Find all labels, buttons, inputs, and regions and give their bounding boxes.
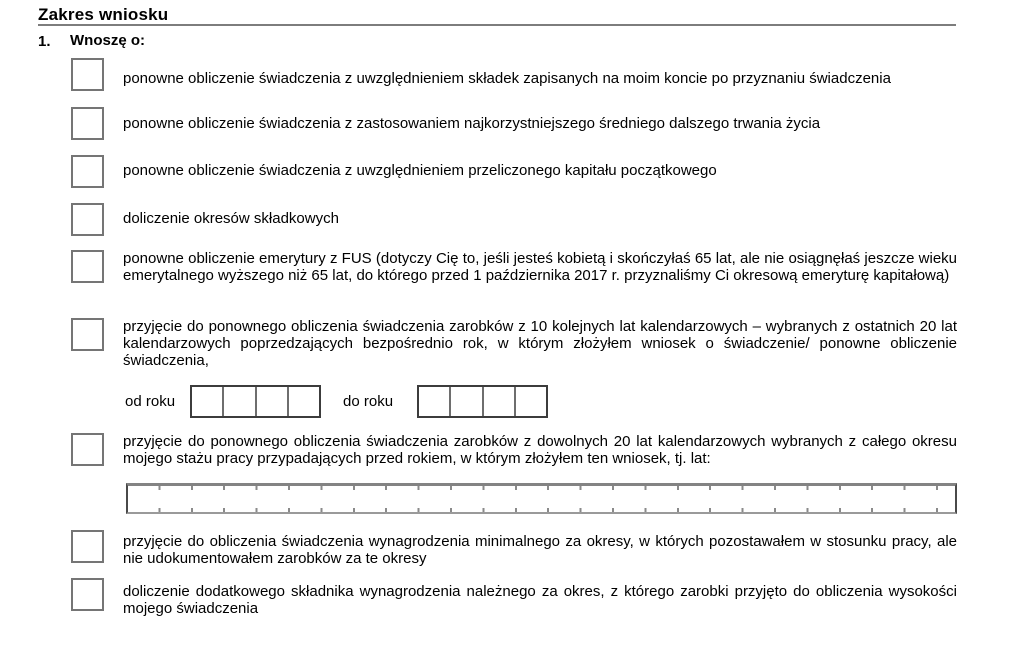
option-label-minimum-wage: przyjęcie do obliczenia świadczenia wynagrodzenia minimalnego za okresy, w których pozostawałem w stosunku pracy, ale nie udokumentowałem zarobków za te okresy [123, 533, 957, 568]
year-from-input[interactable] [190, 385, 321, 418]
checkbox-earnings-10-consecutive-years[interactable] [71, 318, 104, 351]
checkbox-minimum-wage[interactable] [71, 530, 104, 563]
option-label-earnings-any-20-years: przyjęcie do ponownego obliczenia świadczenia zarobków z dowolnych 20 lat kalendarzowych wybranych z całego okresu mojego stażu pracy przypadających przed rokiem, w którym złożyłem ten wniosek, tj. lat: [123, 433, 957, 468]
option-label-earnings-10-consecutive-years: przyjęcie do ponownego obliczenia świadczenia zarobków z 10 kolejnych lat kalendarzowych – wybranych z ostatnich 20 lat kalendarzowych poprzedzających bezpośrednio rok, w którym złożyłem wniosek o świadczenie/ ponowne obliczenie świadczenia, [123, 318, 957, 370]
checkbox-earnings-any-20-years[interactable] [71, 433, 104, 466]
year-from-digit-1[interactable] [192, 387, 222, 416]
year-to-label: do roku [343, 393, 394, 410]
option-label-recalc-fus-pension: ponowne obliczenie emerytury z FUS (dotyczy Cię to, jeśli jesteś kobietą i skończyłaś 65 lat, ale nie osiągnęłaś jeszcze wieku emerytalnego wyższego niż 65 lat, do którego przed 1 października 2017 r. przyznaliśmy Ci okresową emeryturę kapitałową) [123, 250, 957, 285]
checkbox-additional-wage-component[interactable] [71, 578, 104, 611]
years-list-input[interactable] [126, 483, 957, 514]
option-label-recalc-initial-capital: ponowne obliczenie świadczenia z uwzględnieniem przeliczonego kapitału początkowego [123, 162, 717, 179]
checkbox-recalc-with-contributions[interactable] [71, 58, 104, 91]
question-label: Wnoszę o: [70, 32, 145, 49]
year-from-digit-4[interactable] [287, 387, 319, 416]
year-to-digit-2[interactable] [449, 387, 481, 416]
option-label-recalc-with-contributions: ponowne obliczenie świadczenia z uwzględnieniem składek zapisanych na moim koncie po przyznaniu świadczenia [123, 70, 891, 87]
option-label-recalc-life-expectancy: ponowne obliczenie świadczenia z zastosowaniem najkorzystniejszego średniego dalszego trwania życia [123, 115, 821, 132]
question-number: 1. [38, 33, 51, 50]
year-from-digit-2[interactable] [222, 387, 254, 416]
checkbox-add-contribution-periods[interactable] [71, 203, 104, 236]
checkbox-recalc-life-expectancy[interactable] [71, 107, 104, 140]
year-to-digit-4[interactable] [514, 387, 546, 416]
year-to-digit-1[interactable] [419, 387, 449, 416]
page-title: Zakres wniosku [38, 5, 169, 24]
option-label-add-contribution-periods: doliczenie okresów składkowych [123, 210, 339, 227]
checkbox-recalc-initial-capital[interactable] [71, 155, 104, 188]
year-to-digit-3[interactable] [482, 387, 514, 416]
year-from-digit-3[interactable] [255, 387, 287, 416]
title-divider [38, 24, 956, 26]
year-to-input[interactable] [417, 385, 548, 418]
option-label-additional-wage-component: doliczenie dodatkowego składnika wynagrodzenia należnego za okres, z którego zarobki przyjęto do obliczenia wysokości mojego świadczenia [123, 583, 957, 618]
year-from-label: od roku [125, 393, 176, 410]
checkbox-recalc-fus-pension[interactable] [71, 250, 104, 283]
